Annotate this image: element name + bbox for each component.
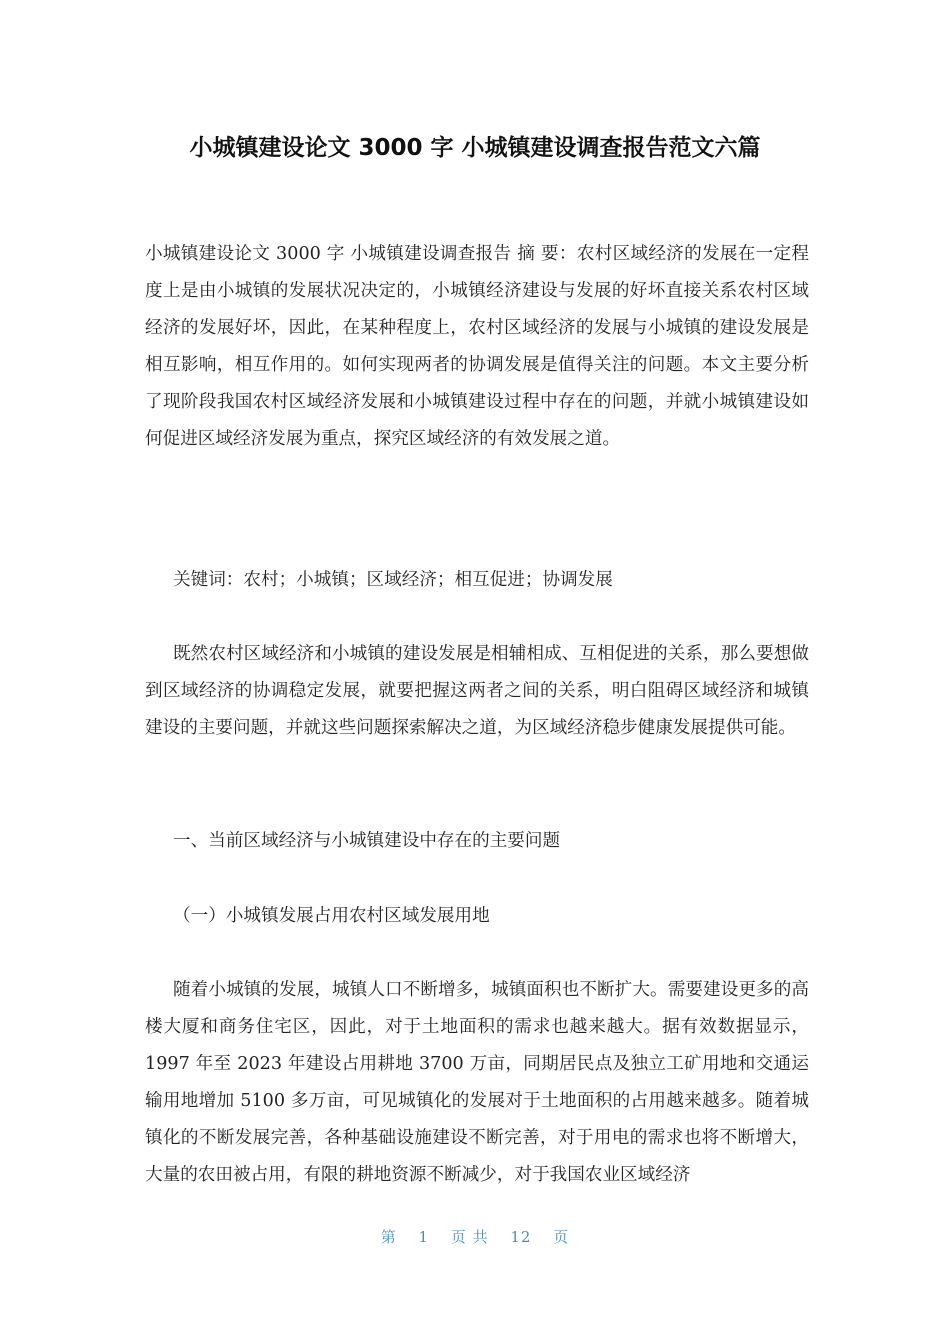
footer-current-page: 1 <box>418 1228 430 1246</box>
footer-total-pages: 12 <box>510 1228 532 1246</box>
subsection-heading: （一）小城镇发展占用农村区域发展用地 <box>173 906 490 926</box>
body-paragraph: 随着小城镇的发展，城镇人口不断增多，城镇面积也不断扩大。需要建设更多的高楼大厦和商务住宅区，因此，对于土地面积的需求也越来越大。据有效数据显示，1997 年至 2023 年建设占用耕地 3700 万亩，同期居民点及独立工矿用地和交通运输用地增加 5100 多万亩，可见城镇化的发展对于土地面积的占用越来越多。随着城镇化的不断发展完善，各种基础设施建设不断完善，对于用电的需求也将不断增大，大量的农田被占用，有限的耕地资源不断减少，对于我国农业区域经济 <box>145 980 809 1185</box>
abstract-paragraph: 小城镇建设论文 3000 字 小城镇建设调查报告 摘 要：农村区域经济的发展在一定程度上是由小城镇的发展状况决定的，小城镇经济建设与发展的好坏直接关系农村区域经济的发展好坏，因此，在某种程度上，农村区域经济的发展与小城镇的建设发展是相互影响，相互作用的。如何实现两者的协调发展是值得关注的问题。本文主要分析了现阶段我国农村区域经济发展和小城镇建设过程中存在的问题，并就小城镇建设如何促进区域经济发展为重点，探究区域经济的有效发展之道。 <box>145 244 809 449</box>
footer-of-label: 页 共 <box>450 1228 489 1246</box>
section-heading: 一、当前区域经济与小城镇建设中存在的主要问题 <box>173 831 561 851</box>
intro-paragraph: 既然农村区域经济和小城镇的建设发展是相辅相成、互相促进的关系，那么要想做到区域经济的协调稳定发展，就要把握这两者之间的关系，明白阻碍区域经济和城镇建设的主要问题，并就这些问题探索解决之道，为区域经济稳步健康发展提供可能。 <box>145 644 809 738</box>
page-title: 小城镇建设论文 3000 字 小城镇建设调查报告范文六篇 <box>189 135 761 161</box>
page-footer <box>0 1226 950 1247</box>
keywords-paragraph: 关键词：农村；小城镇；区域经济；相互促进；协调发展 <box>173 570 613 590</box>
footer-pages-label: 页 <box>553 1228 570 1246</box>
footer-page-label: 第 <box>380 1228 397 1246</box>
